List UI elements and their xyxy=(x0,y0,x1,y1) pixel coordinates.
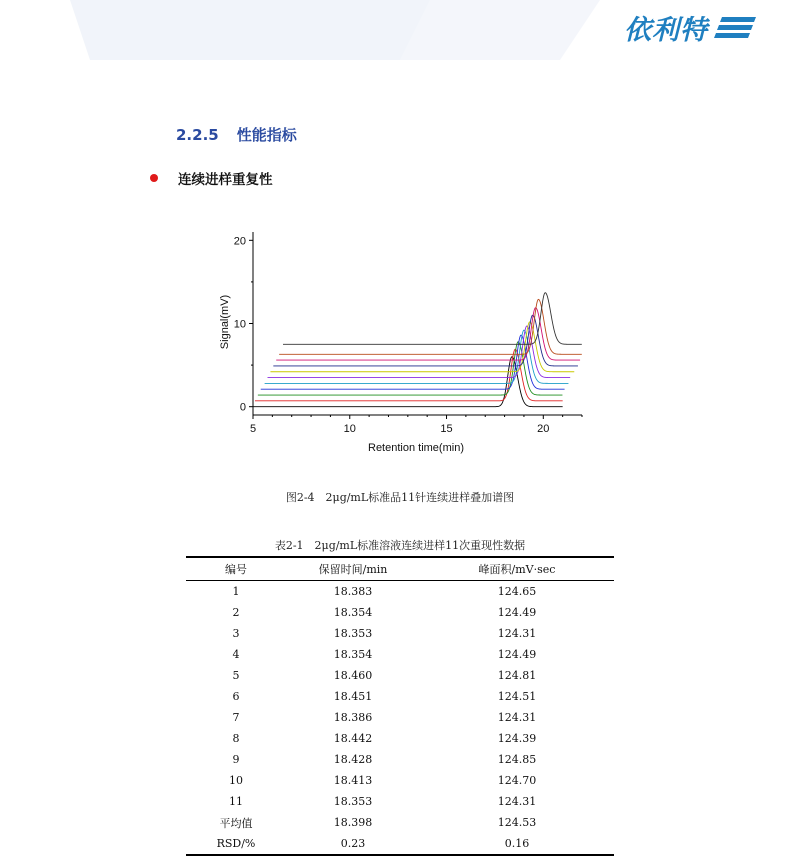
x-tick-label: 20 xyxy=(537,423,550,435)
cell-id: 8 xyxy=(232,732,240,745)
cell-id: RSD/% xyxy=(186,833,286,855)
cell-retention-time: 18.460 xyxy=(333,669,373,682)
cell-id: 2 xyxy=(232,606,240,619)
cell-peak-area: 124.65 xyxy=(497,585,537,598)
cell-retention-time: 18.398 xyxy=(333,816,373,829)
y-axis-label: Signal(mV) xyxy=(219,294,231,350)
cell-peak-area: 124.39 xyxy=(497,732,537,745)
table-row xyxy=(186,833,614,855)
cell-retention-time: 18.442 xyxy=(333,732,373,745)
cell-peak-area: 124.81 xyxy=(497,669,537,682)
brand-stripes-icon xyxy=(714,15,758,41)
cell-id: 6 xyxy=(232,690,240,703)
table-row xyxy=(186,749,614,770)
table-row xyxy=(186,812,614,833)
cell-peak-area: 124.49 xyxy=(497,606,537,619)
chromatogram-trace-1 xyxy=(253,357,563,407)
bullet-dot-icon xyxy=(150,174,158,182)
cell-peak-area: 124.31 xyxy=(497,795,537,808)
chromatogram-trace-11 xyxy=(283,293,582,345)
y-tick-label: 10 xyxy=(233,318,246,331)
cell-id: 11 xyxy=(229,795,243,808)
table-row xyxy=(186,728,614,749)
table-row xyxy=(186,623,614,644)
cell-retention-time: 18.383 xyxy=(333,585,373,598)
table-row xyxy=(186,707,614,728)
cell-retention-time: 18.353 xyxy=(333,795,373,808)
cell-peak-area: 124.31 xyxy=(497,627,537,640)
cell-id: 3 xyxy=(232,627,240,640)
table-row xyxy=(186,791,614,812)
table-row xyxy=(186,581,614,603)
table-row xyxy=(186,665,614,686)
cell-retention-time: 0.23 xyxy=(286,833,420,855)
header-id: 编号 xyxy=(186,557,286,581)
cell-id: 1 xyxy=(232,585,240,598)
bullet-label: 连续进样重复性 xyxy=(178,172,273,188)
cell-peak-area: 124.51 xyxy=(497,690,537,703)
cell-peak-area: 124.53 xyxy=(497,816,537,829)
cell-peak-area: 0.16 xyxy=(420,833,614,855)
table-header-row xyxy=(186,557,614,581)
section-number: 2.2.5 xyxy=(176,126,219,144)
table-caption: 表2-1 2μg/mL标准溶液连续进样11次重现性数据 xyxy=(274,539,526,552)
cell-id: 10 xyxy=(229,774,243,787)
brand-name: 依利特 xyxy=(624,15,708,46)
cell-retention-time: 18.451 xyxy=(333,690,373,703)
section-title: 性能指标 xyxy=(236,126,297,144)
header-peak-area: 峰面积/mV·sec xyxy=(420,557,614,581)
table-body xyxy=(186,581,614,856)
section-heading xyxy=(176,124,297,145)
cell-id: 5 xyxy=(232,669,240,682)
cell-retention-time: 18.386 xyxy=(333,711,373,724)
cell-retention-time: 18.413 xyxy=(333,774,373,787)
chart-traces xyxy=(253,293,582,407)
figure-caption: 图2-4 2μg/mL标准品11针连续进样叠加谱图 xyxy=(285,491,515,504)
header-retention-time: 保留时间/min xyxy=(286,557,420,581)
x-tick-label: 15 xyxy=(440,423,453,435)
y-tick-label: 20 xyxy=(233,235,246,248)
cell-id: 9 xyxy=(232,753,240,766)
repeatability-table xyxy=(186,556,614,856)
cell-retention-time: 18.354 xyxy=(333,606,373,619)
y-tick-label: 0 xyxy=(239,401,246,414)
cell-id: 7 xyxy=(232,711,240,724)
chromatogram-chart xyxy=(200,210,620,460)
cell-peak-area: 124.85 xyxy=(497,753,537,766)
cell-id: 平均值 xyxy=(219,816,253,830)
table-row xyxy=(186,686,614,707)
x-tick-label: 5 xyxy=(249,423,257,435)
cell-retention-time: 18.354 xyxy=(333,648,373,661)
cell-peak-area: 124.49 xyxy=(497,648,537,661)
table-row xyxy=(186,602,614,623)
x-axis-label: Retention time(min) xyxy=(368,442,464,454)
cell-id: 4 xyxy=(232,648,240,661)
cell-peak-area: 124.70 xyxy=(497,774,537,787)
cell-retention-time: 18.353 xyxy=(333,627,373,640)
brand-logo xyxy=(624,8,758,47)
cell-retention-time: 18.428 xyxy=(333,753,373,766)
table-row xyxy=(186,770,614,791)
table-row xyxy=(186,644,614,665)
cell-peak-area: 124.31 xyxy=(497,711,537,724)
x-tick-label: 10 xyxy=(343,423,356,435)
